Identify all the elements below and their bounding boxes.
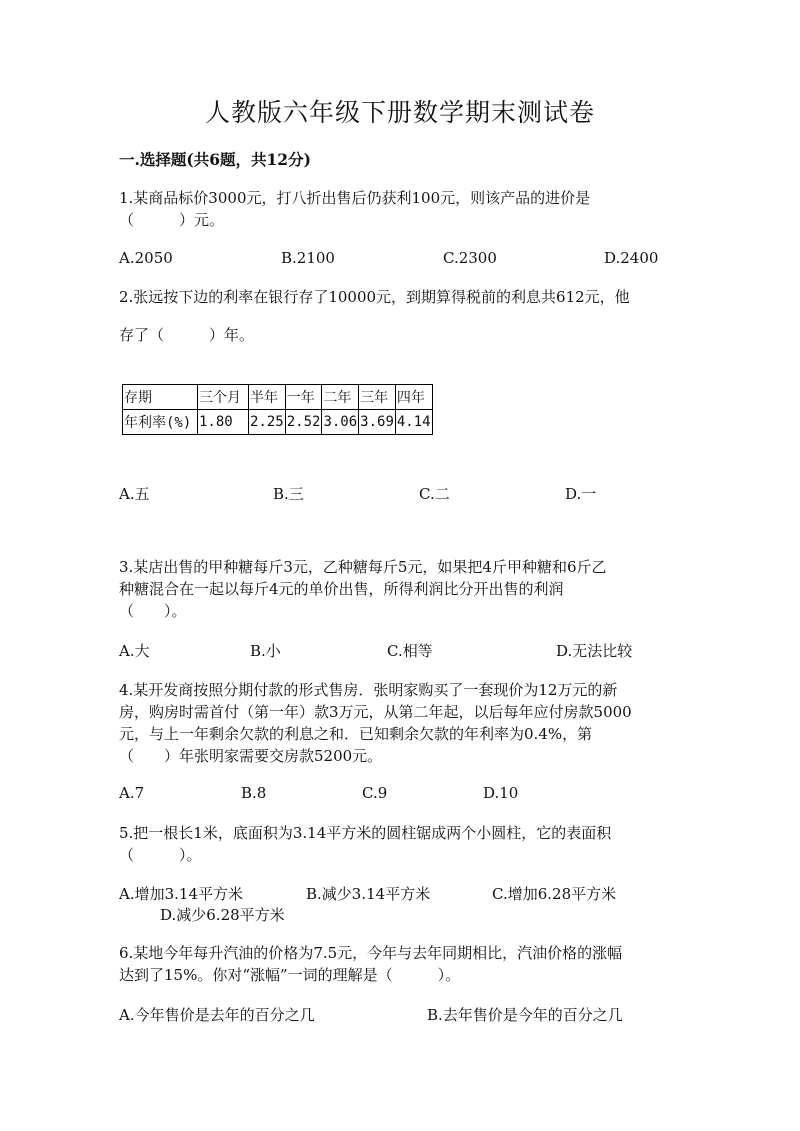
question-4-option-d: D.10 (483, 784, 519, 802)
question-1-option-c: C.2300 (443, 249, 497, 267)
question-6-line-1: 6.某地今年每升汽油的价格为7.5元，今年与去年同期相比，汽油价格的涨幅 (119, 944, 623, 962)
question-3-line-2: 种糖混合在一起以每斤4元的单价出售，所得利润比分开出售的利润 (119, 580, 564, 598)
question-3-option-c: C.相等 (387, 642, 433, 660)
question-4-line-3: 元，与上一年剩余欠款的利息之和．已知剩余欠款的年利率为0.4%，第 (119, 725, 593, 743)
question-3-option-b: B.小 (250, 642, 281, 660)
question-4-line-4: （ ）年张明家需要交房款5200元。 (119, 747, 383, 765)
section-heading: 一.选择题(共6题，共12分) (119, 150, 311, 169)
table-cell: 半年 (249, 385, 286, 410)
question-4-option-c: C.9 (362, 784, 388, 802)
table-cell: 三年 (359, 385, 396, 410)
table-cell: 4.14 (395, 410, 432, 435)
question-2-option-a: A.五 (119, 485, 150, 503)
question-1-line-1: 1.某商品标价3000元，打八折出售后仍获利100元，则该产品的进价是 (119, 189, 591, 207)
question-4-option-a: A.7 (119, 784, 145, 802)
question-5-option-d: D.减少6.28平方米 (160, 906, 285, 924)
question-3-line-3: （ ）。 (119, 602, 187, 620)
question-2-option-c: C.二 (419, 485, 450, 503)
question-5-line-1: 5.把一根长1米，底面积为3.14平方米的圆柱锯成两个小圆柱，它的表面积 (119, 824, 612, 842)
page-title: 人教版六年级下册数学期末测试卷 (204, 98, 595, 127)
table-cell: 一年 (285, 385, 322, 410)
question-5-line-2: （ ）。 (119, 846, 202, 864)
question-4-line-1: 4.某开发商按照分期付款的形式售房．张明家购买了一套现价为12万元的新 (119, 681, 618, 699)
table-cell: 年利率(%) (123, 410, 198, 435)
question-5-option-c: C.增加6.28平方米 (492, 885, 617, 903)
table-cell: 3.69 (359, 410, 396, 435)
table-cell: 四年 (395, 385, 432, 410)
question-2-line-1: 2.张远按下边的利率在银行存了10000元，到期算得税前的利息共612元，他 (119, 288, 630, 306)
question-1-line-2: （ ）元。 (119, 211, 225, 229)
table-row (123, 410, 433, 435)
question-3-option-d: D.无法比较 (556, 642, 633, 660)
table-cell: 1.80 (198, 410, 249, 435)
question-1-option-b: B.2100 (281, 249, 335, 267)
table-cell: 三个月 (198, 385, 249, 410)
table-cell: 2.25 (249, 410, 286, 435)
question-5-option-b: B.减少3.14平方米 (306, 885, 431, 903)
table-cell: 2.52 (285, 410, 322, 435)
question-2-option-b: B.三 (273, 485, 304, 503)
question-3-line-1: 3.某店出售的甲种糖每斤3元，乙种糖每斤5元，如果把4斤甲种糖和6斤乙 (119, 558, 607, 576)
table-cell: 二年 (322, 385, 359, 410)
question-2-line-2: 存了（ ）年。 (119, 326, 255, 344)
interest-rate-table (122, 384, 433, 435)
question-1-option-d: D.2400 (604, 249, 659, 267)
question-6-option-a: A.今年售价是去年的百分之几 (119, 1006, 315, 1024)
question-6-line-2: 达到了15%。你对“涨幅”一词的理解是（ ）。 (119, 966, 461, 984)
question-5-option-a: A.增加3.14平方米 (119, 885, 243, 903)
table-cell: 3.06 (322, 410, 359, 435)
question-4-line-2: 房，购房时需首付（第一年）款3万元，从第二年起，以后每年应付房款5000 (119, 703, 632, 721)
question-2-option-d: D.一 (565, 485, 597, 503)
table-row (123, 385, 433, 410)
question-6-option-b: B.去年售价是今年的百分之几 (427, 1006, 623, 1024)
table-cell: 存期 (123, 385, 198, 410)
question-1-option-a: A.2050 (119, 249, 173, 267)
question-3-option-a: A.大 (119, 642, 150, 660)
question-4-option-b: B.8 (241, 784, 267, 802)
